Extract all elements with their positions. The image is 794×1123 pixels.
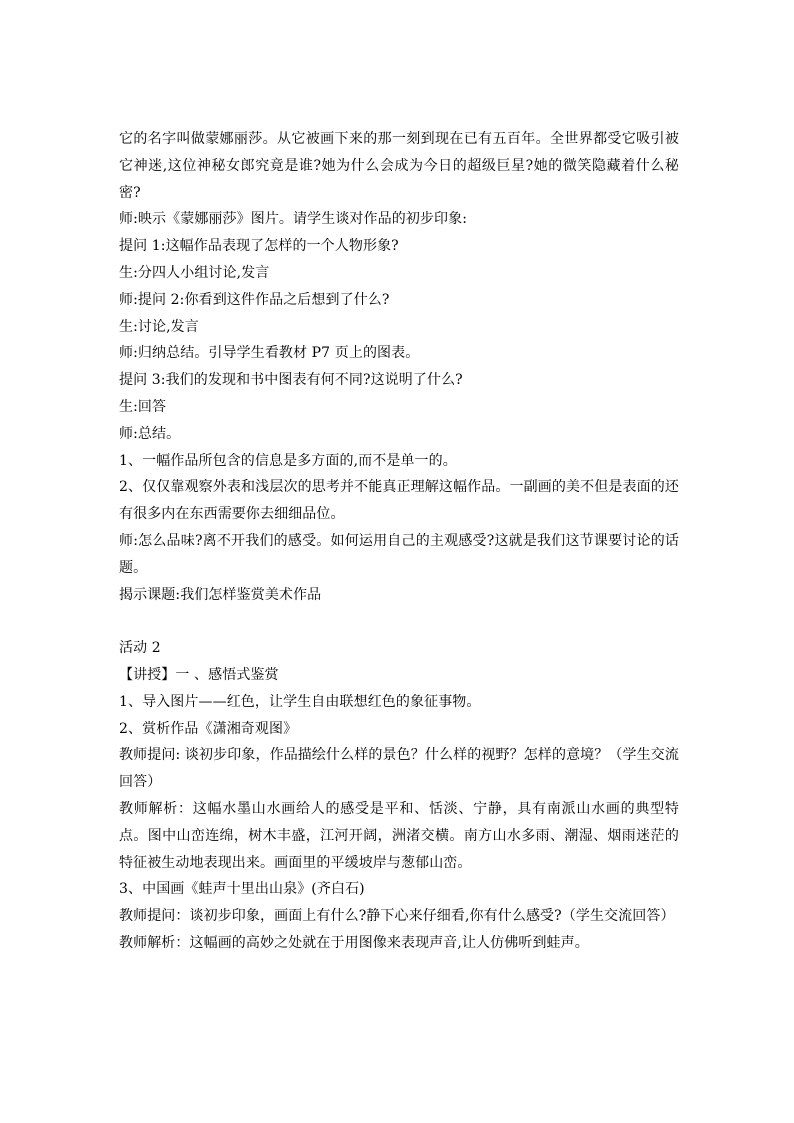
paragraph-teacher-conclude: 师:总结。 [119, 425, 181, 442]
paragraph-teacher-analysis-frog: 教师解析：这幅画的高妙之处就在于用图像来表现声音,让人仿佛听到蛙声。 [119, 934, 589, 951]
list-item-frog-painting: 3、中国画《蛙声十里出山泉》(齐白石) [119, 881, 365, 898]
paragraph-teacher-how-to-appreciate: 师:怎么品味?离不开我们的感受。如何运用自己的主观感受?这就是我们这节课要讨论的话题。 [119, 532, 679, 576]
paragraph-teacher-question-xiaoxiang: 教师提问: 谈初步印象，作品描绘什么样的景色？什么样的视野？怎样的意境？（学生交流回答） [119, 747, 679, 791]
paragraph-teacher-summary-chart: 师:归纳总结。引导学生看教材 P7 页上的图表。 [119, 345, 420, 362]
list-item-appreciate-xiaoxiang: 2、赏析作品《潇湘奇观图》 [119, 720, 298, 737]
section-heading: 【讲授】一 、感悟式鉴赏 [119, 666, 279, 683]
paragraph-point-1: 1、一幅作品所包含的信息是多方面的,而不是单一的。 [119, 452, 457, 469]
paragraph-teacher-show-image: 师:映示《蒙娜丽莎》图片。请学生谈对作品的初步印象: [119, 211, 468, 228]
paragraph-intro: 它的名字叫做蒙娜丽莎。从它被画下来的那一刻到现在已有五百年。全世界都受它吸引被它神迷,这位神秘女郎究竟是谁?她为什么会成为今日的超级巨星?她的微笑隐藏着什么秘密? [119, 131, 679, 201]
paragraph-teacher-analysis-xiaoxiang: 教师解析：这幅水墨山水画给人的感受是平和、恬淡、宁静，具有南派山水画的典型特点。图中山峦连绵，树木丰盛，江河开阔，洲渚交横。南方山水多雨、潮湿、烟雨迷茫的特征被生动地表现出来。画面里的平缓坡岸与葱郁山峦。 [119, 800, 679, 871]
paragraph-question-3: 提问 3:我们的发现和书中图表有何不同?这说明了什么? [119, 372, 463, 389]
paragraph-reveal-topic: 揭示课题:我们怎样鉴赏美术作品 [119, 586, 322, 603]
paragraph-question-2: 师:提问 2:你看到这件作品之后想到了什么? [119, 291, 390, 308]
paragraph-student-discuss-1: 生:分四人小组讨论,发言 [119, 264, 270, 281]
list-item-import-image: 1、导入图片——红色，让学生自由联想红色的象征事物。 [119, 693, 481, 710]
paragraph-question-1: 提问 1:这幅作品表现了怎样的一个人物形象? [119, 238, 399, 255]
activity-title: 活动 2 [119, 640, 161, 657]
paragraph-student-discuss-2: 生:讨论,发言 [119, 318, 199, 335]
paragraph-point-2: 2、仅仅靠观察外表和浅层次的思考并不能真正理解这幅作品。一副画的美不但是表面的还有很多内在东西需要你去细细品位。 [119, 479, 679, 523]
paragraph-teacher-question-frog: 教师提问：谈初步印象，画面上有什么?静下心来仔细看,你有什么感受?（学生交流回答） [119, 908, 675, 925]
document-body [119, 126, 679, 957]
paragraph-student-answer: 生:回答 [119, 398, 167, 415]
blank-line [119, 608, 679, 635]
